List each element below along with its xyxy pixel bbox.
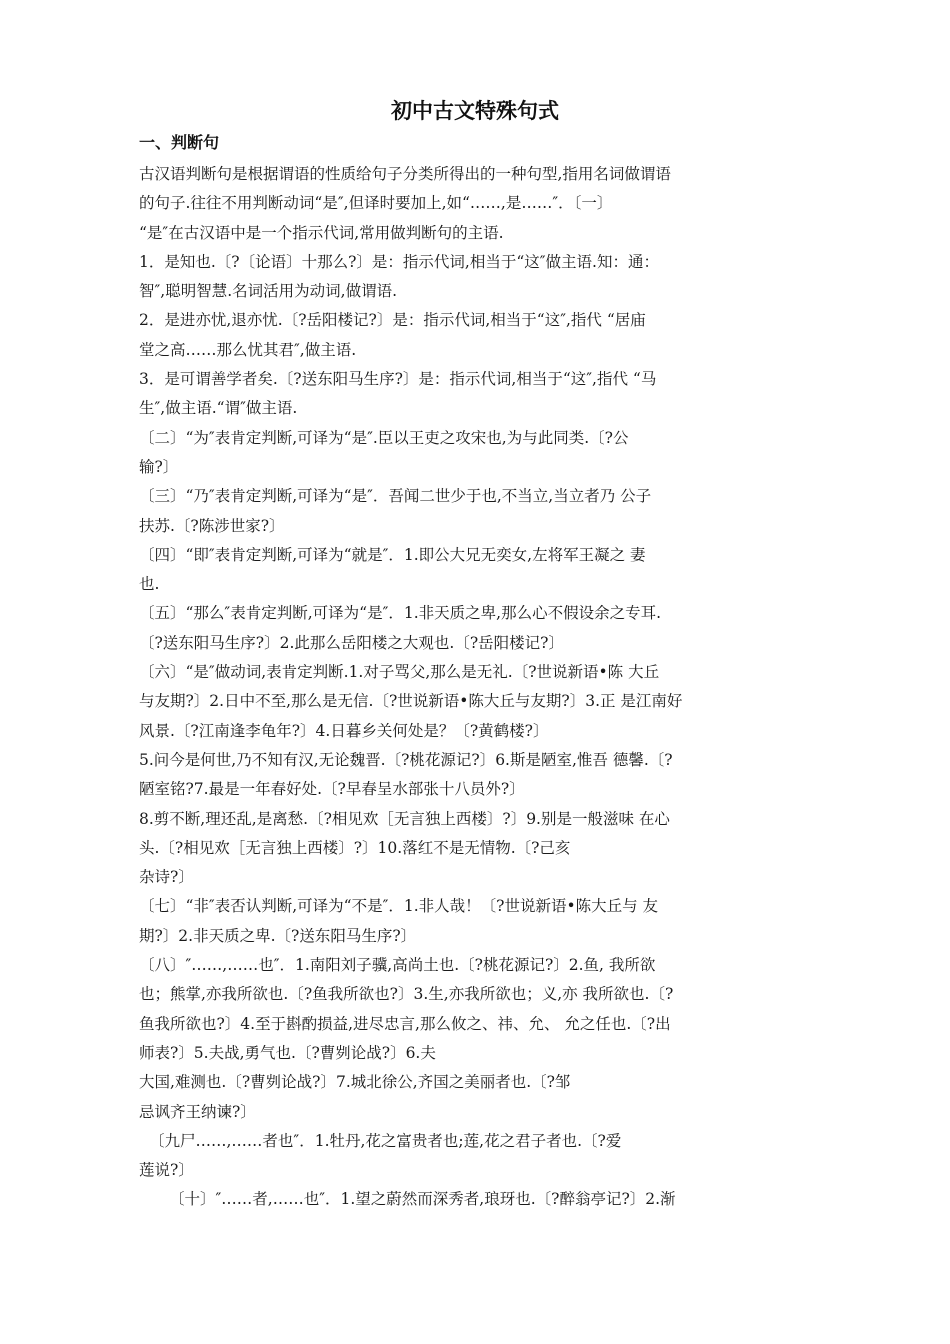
body-line: 师表?〕5.夫战,勇气也.〔?曹刿论战?〕6.夫	[139, 1043, 436, 1062]
body-line: 8.剪不断,理还乱,是离愁.〔?相见欢［无言独上西楼〕?〕9.别是一般滋味 在心	[139, 809, 670, 828]
body-line: 〔七〕“非″表否认判断,可译为“不是″．1.非人哉！〔?世说新语•陈大丘与 友	[139, 897, 659, 916]
body-line: 3．是可谓善学者矣.〔?送东阳马生序?〕是：指示代词,相当于“这″,指代 “马	[139, 370, 657, 389]
body-line: 〔二〕“为″表肯定判断,可译为“是″.臣以王吏之攻宋也,为与此同类.〔?公	[139, 428, 629, 447]
body-line: 〔八〕″……,……也″．1.南阳刘子骥,高尚土也.〔?桃花源记?〕2.鱼, 我所欲	[139, 956, 656, 975]
body-line: 鱼我所欲也?〕4.至于斟酌损益,进尽忠言,那么攸之、祎、允、 允之任也.〔?出	[139, 1014, 671, 1033]
body-line: 忌讽齐王纳谏?〕	[139, 1102, 256, 1121]
body-line: 〔五〕“那么″表肯定判断,可译为“是″．1.非天质之卑,那么心不假设余之专耳.	[139, 604, 661, 623]
body-line: 扶苏.〔?陈涉世家?〕	[139, 516, 285, 535]
body-line: 也；熊掌,亦我所欲也.〔?鱼我所欲也?〕3.生,亦我所欲也；义,亦 我所欲也.〔?	[139, 985, 674, 1004]
body-line: 大国,难测也.〔?曹刿论战?〕7.城北徐公,齐国之美丽者也.〔?邹	[139, 1073, 571, 1092]
body-line: 莲说?〕	[139, 1161, 194, 1180]
body-line: 古汉语判断句是根据谓语的性质给句子分类所得出的一种句型,指用名词做谓语	[139, 165, 671, 183]
body-line: 陋室铭?7.最是一年春好处.〔?早春呈水部张十八员外?〕	[139, 780, 525, 799]
body-line: 期?〕2.非天质之卑.〔?送东阳马生序?〕	[139, 926, 417, 945]
body-line: 堂之高……那么忧其君″,做主语.	[139, 340, 357, 359]
body-line: 〔三〕“乃″表肯定判断,可译为“是″．吾闻二世少于也,不当立,当立者乃 公子	[139, 487, 652, 506]
body-line: 智″,聪明智慧.名词活用为动词,做谓语.	[139, 282, 397, 301]
body-line: 2．是进亦忧,退亦忧.〔?岳阳楼记?〕是：指示代词,相当于“这″,指代 “居庙	[139, 311, 646, 330]
document-body	[139, 160, 839, 1215]
body-line: 输?〕	[139, 457, 179, 476]
body-line: 〔十〕″……者,……也″．1.望之蔚然而深秀者,琅玡也.〔?醉翁亭记?〕2.渐	[169, 1190, 676, 1209]
body-line: 的句子.往往不用判断动词“是″,但译时要加上,如“……,是……″．〔一〕	[139, 194, 613, 213]
section-heading: 一、判断句	[139, 133, 220, 152]
body-line: 与友期?〕2.日中不至,那么是无信.〔?世说新语•陈大丘与友期?〕3.正 是江南好	[139, 692, 683, 711]
document-title: 初中古文特殊句式	[391, 99, 559, 123]
body-line: 5.问今是何世,乃不知有汉,无论魏晋.〔?桃花源记?〕6.斯是陋室,惟吾 德馨.〔?	[139, 750, 673, 769]
body-line: 〔六〕“是″做动词,表肯定判断.1.对子骂父,那么是无礼.〔?世说新语•陈 大丘	[139, 663, 660, 682]
body-line: 〔?送东阳马生序?〕2.此那么岳阳楼之大观也.〔?岳阳楼记?〕	[139, 633, 564, 652]
body-line: 头.〔?相见欢［无言独上西楼〕?〕10.落红不是无情物.〔?己亥	[139, 838, 571, 857]
body-line: 〔九尸……,……者也″．1.牡丹,花之富贵者也;莲,花之君子者也.〔?爱	[149, 1131, 622, 1150]
body-line: “是″在古汉语中是一个指示代词,常用做判断句的主语.	[139, 223, 504, 242]
body-line: 〔四〕“即″表肯定判断,可译为“就是″．1.即公大兄无奕女,左将军王凝之 妻	[139, 545, 646, 564]
body-line: 风景.〔?江南逢李龟年?〕4.日暮乡关何处是？〔?黄鹤楼?〕	[139, 721, 549, 740]
body-line: 生″,做主语.“谓″做主语.	[139, 399, 298, 418]
body-line: 杂诗?〕	[139, 868, 194, 887]
body-line: 也.	[139, 575, 160, 594]
body-line: 1．是知也.〔?〔论语〕十那么?〕是：指示代词,相当于“这″做主语.知：通：	[139, 252, 659, 271]
